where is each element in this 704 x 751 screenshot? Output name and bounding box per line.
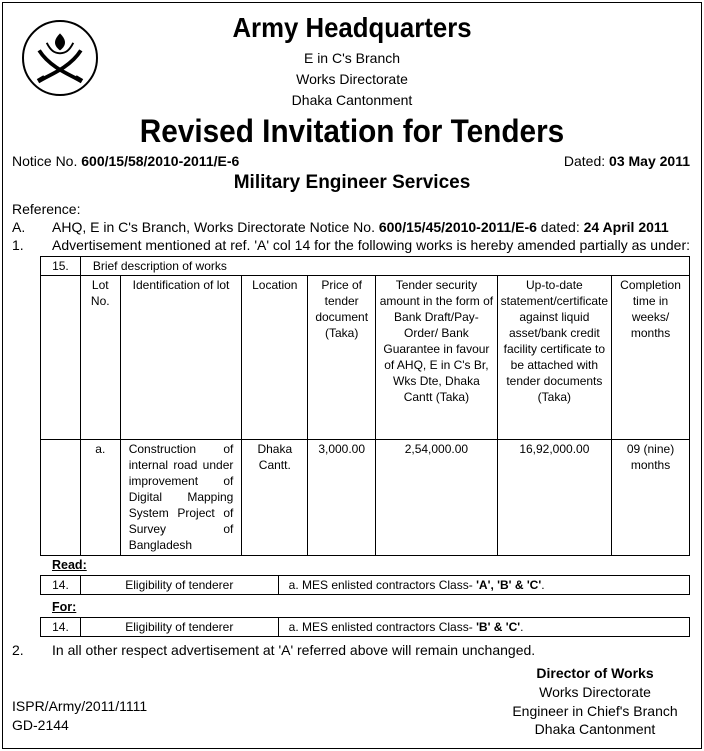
cell-statement: 16,92,000.00 [497, 440, 611, 556]
signature-line2: Engineer in Chief's Branch [512, 703, 678, 719]
for-item: Eligibility of tenderer [80, 618, 278, 637]
directorate-line: Works Directorate [296, 71, 408, 87]
cell-security: 2,54,000.00 [376, 440, 498, 556]
cell-completion: 09 (nine) months [612, 440, 690, 556]
page-title: Army Headquarters [232, 12, 472, 43]
cell-price: 3,000.00 [308, 440, 376, 556]
for-table [40, 617, 690, 637]
read-number: 14. [41, 576, 81, 595]
para1-text: Advertisement mentioned at ref. 'A' col 14 for the following works is hereby amended partially as under: [52, 237, 691, 253]
cantonment-line: Dhaka Cantonment [291, 92, 413, 108]
col-completion: Completion time in weeks/ months [612, 276, 690, 440]
reference-a: AHQ, E in C's Branch, Works Directorate Notice No. 600/15/45/2010-2011/E-6 dated: 24 April 2011 [52, 219, 669, 235]
footer-code: ISPR/Army/2011/1111 [12, 698, 148, 714]
table-section-row [41, 257, 690, 276]
read-label: Read: [52, 558, 87, 572]
for-text: a. MES enlisted contractors Class- 'B' & 'C'. [278, 618, 689, 637]
row-number: 15. [41, 257, 81, 276]
read-item: Eligibility of tenderer [80, 576, 278, 595]
main-title: Revised Invitation for Tenders [139, 113, 565, 149]
branch-line: E in C's Branch [303, 50, 401, 66]
signature-title: Director of Works [536, 665, 654, 681]
cell-location: Dhaka Cantt. [242, 440, 308, 556]
col-price: Price of tender document (Taka) [308, 276, 376, 440]
table-header-row [41, 276, 690, 440]
col-identification: Identification of lot [120, 276, 242, 440]
signature-line3: Dhaka Cantonment [534, 721, 656, 737]
table-row [41, 440, 690, 556]
col-statement: Up-to-date statement/certificate against liquid asset/bank credit facility certificate to be attached with tender documents (Taka) [497, 276, 611, 440]
col-location: Location [242, 276, 308, 440]
para1-marker: 1. [12, 237, 24, 253]
read-text: a. MES enlisted contractors Class- 'A', 'B' & 'C'. [278, 576, 689, 595]
para2-marker: 2. [12, 642, 24, 658]
para2-text: In all other respect advertisement at 'A' referred above will remain unchanged. [52, 642, 536, 658]
for-label: For: [52, 600, 77, 614]
service-title: Military Engineer Services [233, 172, 471, 193]
section-title: Brief description of works [80, 257, 689, 276]
notice-date: Dated: 03 May 2011 [563, 153, 690, 169]
read-table [40, 575, 690, 595]
signature-line1: Works Directorate [539, 684, 651, 700]
footer-gd-number: GD-2144 [12, 717, 69, 733]
reference-label: Reference: [12, 201, 81, 217]
notice-number: Notice No. 600/15/58/2010-2011/E-6 [12, 153, 240, 169]
works-table [40, 256, 690, 556]
col-security: Tender security amount in the form of Bank Draft/Pay-Order/ Bank Guarantee in favour of AHQ, E in C's Br, Wks Dte, Dhaka Cantt (Taka) [376, 276, 498, 440]
cell-lot-no: a. [80, 440, 120, 556]
col-lot-no: Lot No. [80, 276, 120, 440]
cell-identification: Construction of internal road under improvement of Digital Mapping System Project of Survey of Bangladesh [120, 440, 242, 556]
for-number: 14. [41, 618, 81, 637]
reference-marker: A. [12, 219, 26, 235]
